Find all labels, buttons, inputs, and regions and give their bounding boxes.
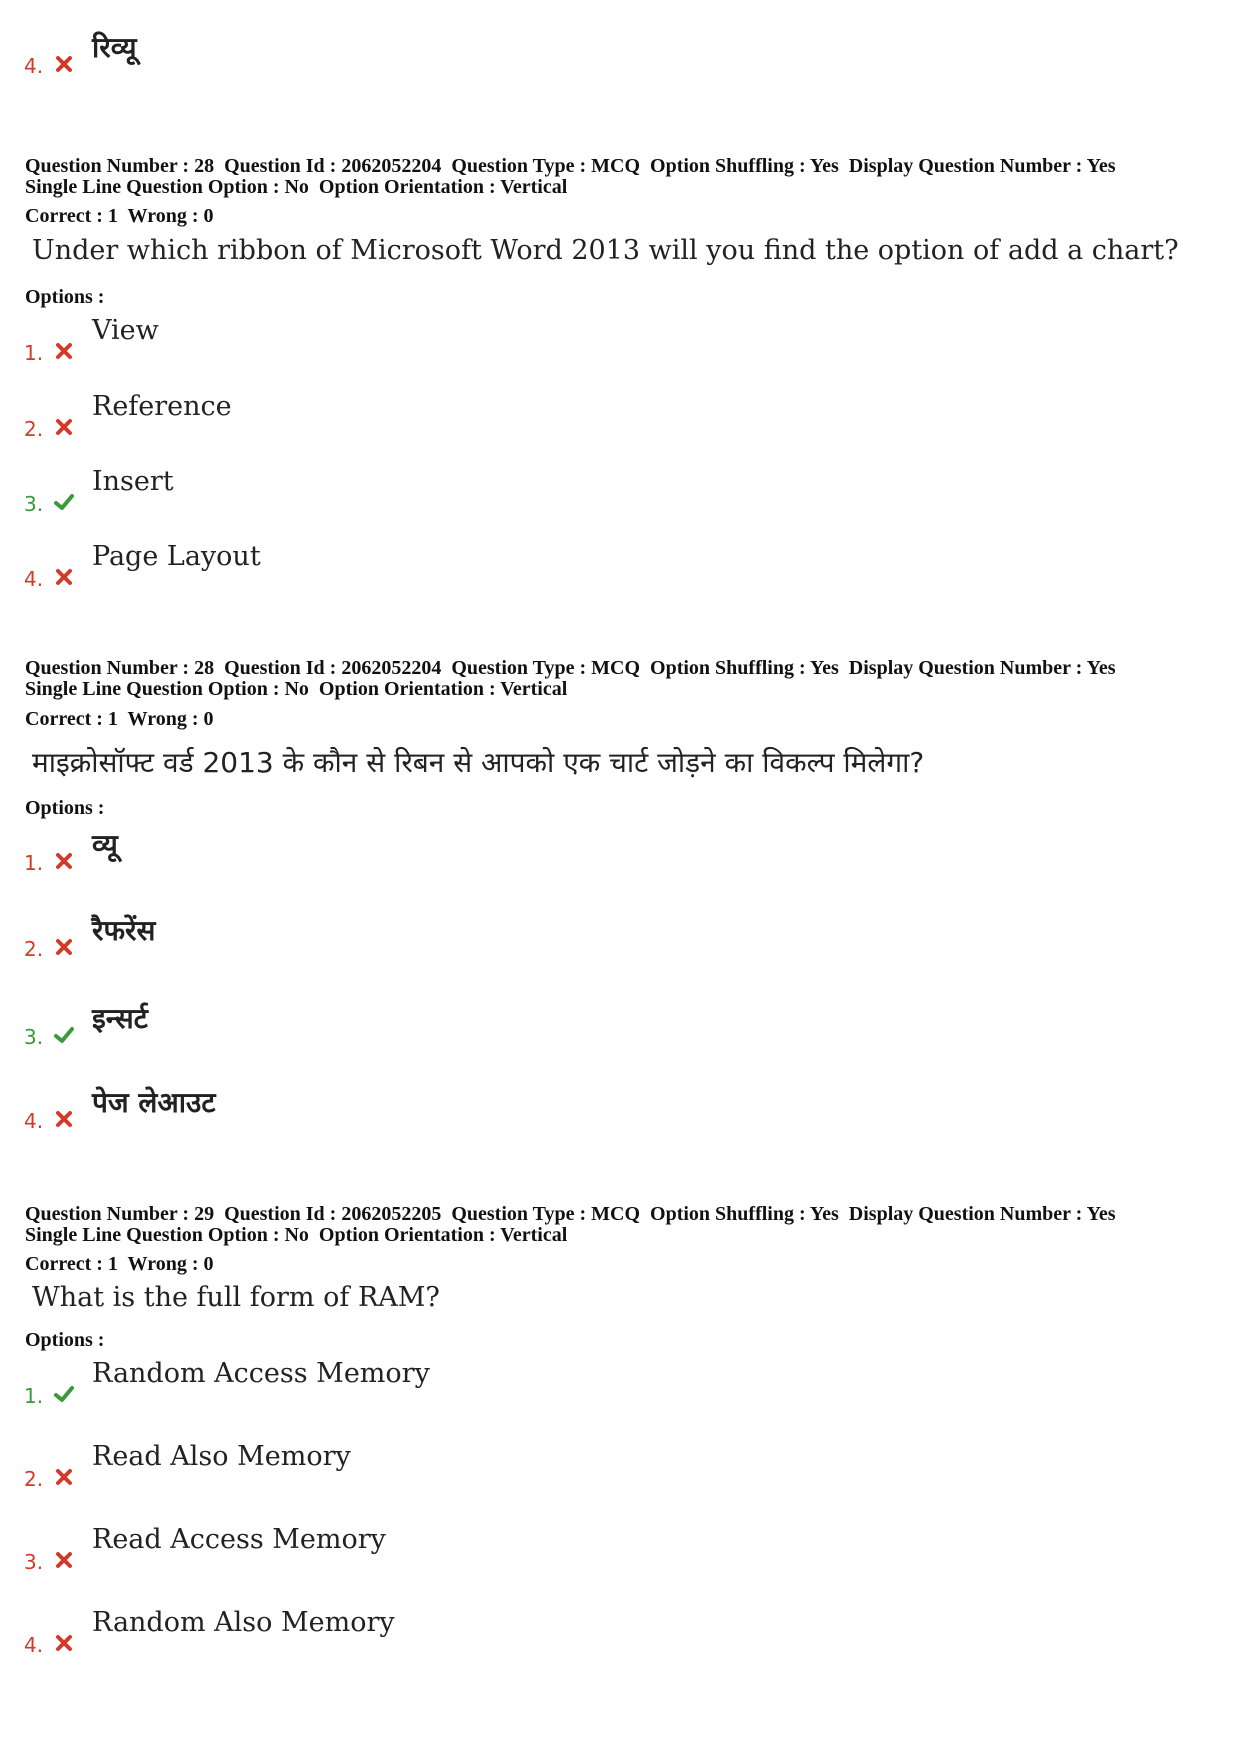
option-text: Random Also Memory — [92, 1607, 395, 1638]
check-icon — [54, 492, 74, 512]
option-item — [24, 466, 824, 516]
option-number: 2. — [24, 1467, 44, 1491]
options-label: Options : — [25, 797, 105, 819]
option-item — [24, 1358, 824, 1408]
option-text: Random Access Memory — [92, 1358, 430, 1389]
question-text: Under which ribbon of Microsoft Word 2013 will you find the option of add a chart? — [32, 235, 1179, 266]
option-text: Page Layout — [92, 541, 261, 572]
option-number: 3. — [24, 1025, 44, 1049]
option-text: Insert — [92, 466, 174, 497]
option-item — [24, 541, 824, 591]
question-text: What is the full form of RAM? — [32, 1282, 440, 1313]
option-text: रैफरेंस — [92, 914, 156, 947]
option-item — [24, 825, 824, 875]
cross-icon — [54, 417, 74, 437]
option-number: 4. — [24, 1633, 44, 1657]
check-icon — [54, 1384, 74, 1404]
options-label: Options : — [25, 286, 105, 308]
option-number: 4. — [24, 567, 44, 591]
cross-icon — [54, 1467, 74, 1487]
question-meta-line-1: Question Number : 28 Question Id : 2062052204 Question Type : MCQ Option Shuffling : Yes Display Question Number : Yes — [25, 657, 1116, 679]
option-number: 2. — [24, 417, 44, 441]
question-meta-line-1: Question Number : 28 Question Id : 2062052204 Question Type : MCQ Option Shuffling : Yes Display Question Number : Yes — [25, 155, 1116, 177]
option-number: 3. — [24, 1550, 44, 1574]
option-item — [24, 315, 824, 365]
question-score: Correct : 1 Wrong : 0 — [25, 205, 214, 227]
option-number: 1. — [24, 1384, 44, 1408]
option-text: व्यू — [92, 828, 118, 861]
option-item — [24, 911, 824, 961]
check-icon — [54, 1025, 74, 1045]
cross-icon — [54, 1633, 74, 1653]
cross-icon — [54, 341, 74, 361]
option-item — [24, 1524, 824, 1574]
option-item — [24, 391, 824, 441]
cross-icon — [54, 567, 74, 587]
option-number: 4. — [24, 1109, 44, 1133]
option-item — [24, 1441, 824, 1491]
option-text: View — [92, 315, 159, 346]
cross-icon — [54, 1109, 74, 1129]
option-text: पेज लेआउट — [92, 1086, 216, 1119]
option-number: 4. — [24, 54, 44, 78]
question-score: Correct : 1 Wrong : 0 — [25, 1253, 214, 1275]
option-item — [24, 28, 824, 78]
question-score: Correct : 1 Wrong : 0 — [25, 708, 214, 730]
cross-icon — [54, 851, 74, 871]
cross-icon — [54, 54, 74, 74]
option-number: 1. — [24, 341, 44, 365]
option-number: 3. — [24, 492, 44, 516]
question-meta-line-2: Single Line Question Option : No Option Orientation : Vertical — [25, 176, 568, 198]
option-text: Read Also Memory — [92, 1441, 351, 1472]
option-item — [24, 999, 824, 1049]
option-item — [24, 1083, 824, 1133]
question-meta-line-2: Single Line Question Option : No Option Orientation : Vertical — [25, 678, 568, 700]
options-label: Options : — [25, 1329, 105, 1351]
option-number: 2. — [24, 937, 44, 961]
option-text: इन्सर्ट — [92, 1002, 148, 1035]
option-text: Reference — [92, 391, 232, 422]
option-item — [24, 1607, 824, 1657]
option-text: Read Access Memory — [92, 1524, 386, 1555]
option-text: रिव्यू — [92, 31, 137, 64]
question-meta-line-2: Single Line Question Option : No Option Orientation : Vertical — [25, 1224, 568, 1246]
cross-icon — [54, 937, 74, 957]
question-text: माइक्रोसॉफ्ट वर्ड 2013 के कौन से रिबन से आपको एक चार्ट जोड़ने का विकल्प मिलेगा? — [32, 746, 925, 779]
question-meta-line-1: Question Number : 29 Question Id : 2062052205 Question Type : MCQ Option Shuffling : Yes Display Question Number : Yes — [25, 1203, 1116, 1225]
cross-icon — [54, 1550, 74, 1570]
option-number: 1. — [24, 851, 44, 875]
